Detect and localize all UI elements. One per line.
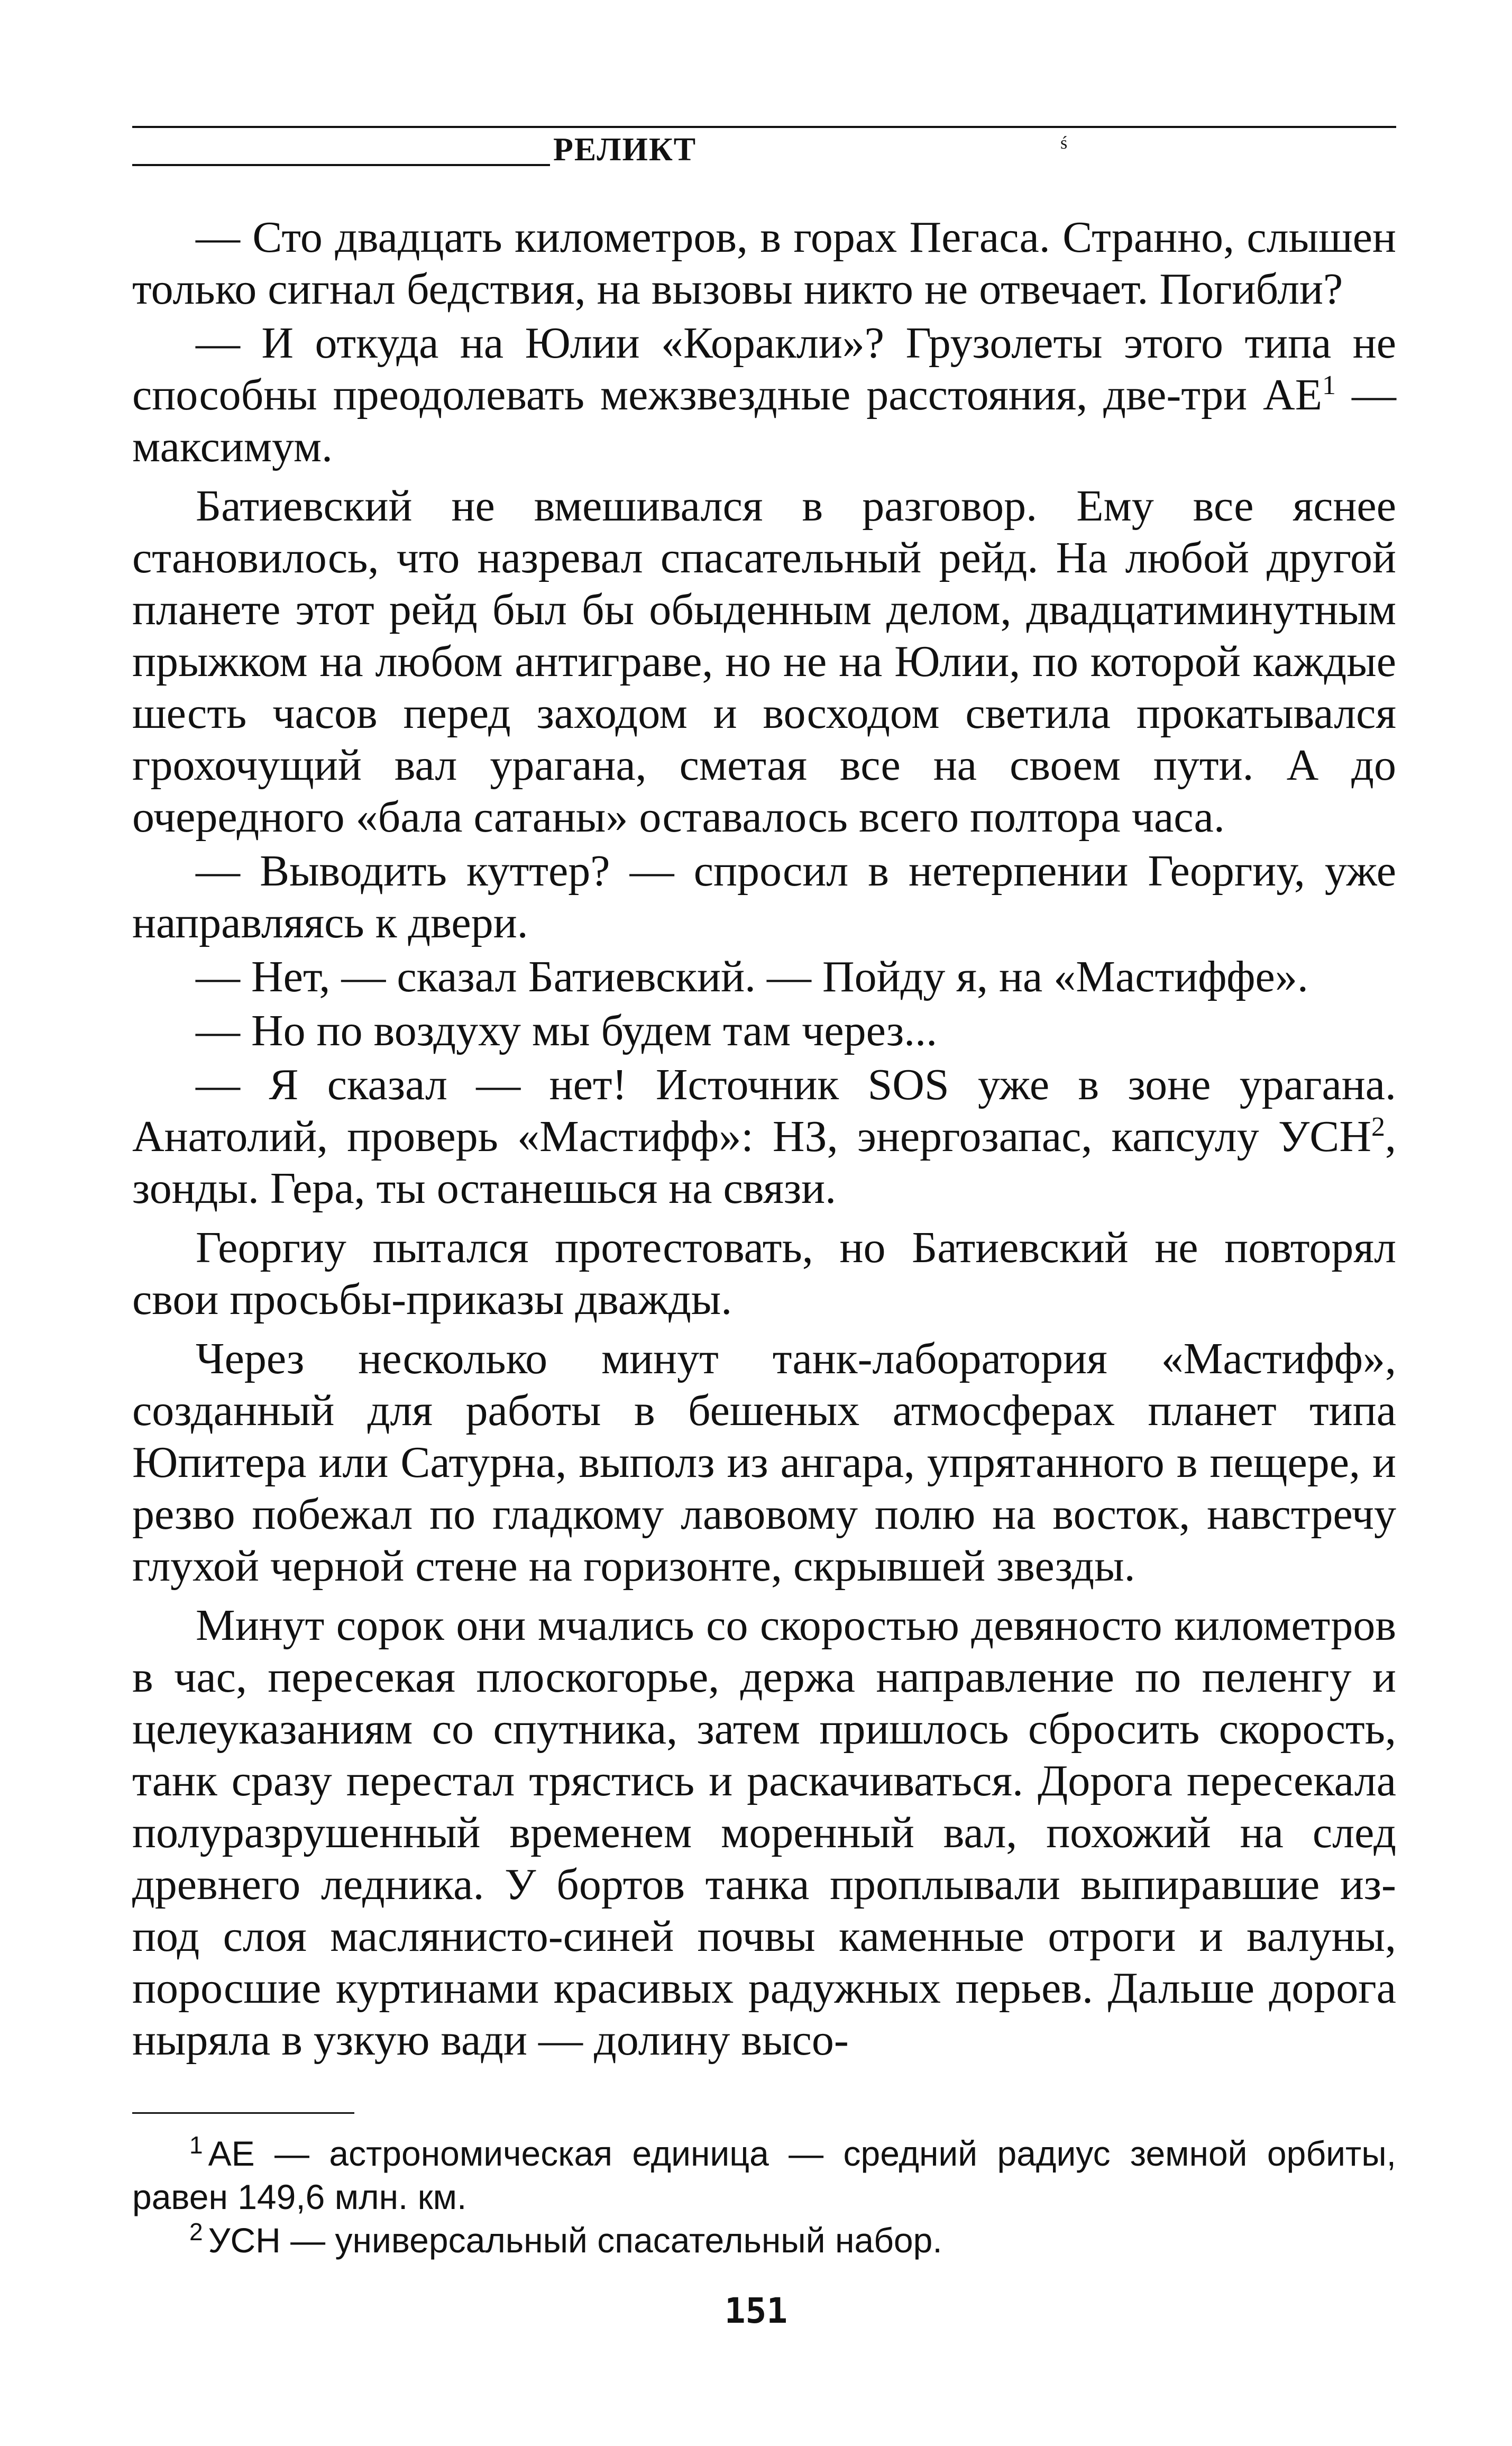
paragraph-text: — Но по воздуху мы будем там через...: [196, 1006, 938, 1055]
paragraph-10: [132, 1600, 1396, 2066]
paragraph-text-tail: , зонды. Гера, ты останешься на связи.: [132, 1112, 1396, 1213]
paragraph-1: [132, 212, 1396, 315]
footnote-ref: 2: [1371, 1112, 1385, 1142]
footnote-1: [132, 2132, 1396, 2219]
header-top-rule: [132, 126, 1396, 128]
paragraph-text: — Сто двадцать километров, в горах Пегаса. Странно, слышен только сигнал бедствия, на вызовы никто не отвечает. Погибли?: [132, 213, 1396, 314]
paragraph-text: Через несколько минут танк-лаборатория «Мастифф», созданный для работы в бешеных атмосферах планет типа Юпитера или Сатурна, выполз из ангара, упрятанного в пещере, и резво побежал по гладкому лавовому полю на восток, навстречу глухой черной стене на горизонте, скрывшей звезды.: [132, 1334, 1396, 1591]
footnote-rule: [132, 2112, 354, 2114]
footnote-number: 2: [189, 2218, 203, 2246]
paragraph-text-tail: — максимум.: [132, 370, 1397, 471]
paragraph-6: [132, 1005, 1396, 1057]
paragraph-text: — Выводить куттер? — спросил в нетерпении Георгиу, уже направляясь к двери.: [132, 846, 1396, 947]
paragraph-text: — Я сказал — нет! Источник SOS уже в зоне урагана. Анатолий, проверь «Мастифф»: НЗ, энергозапас, капсулу УСН: [132, 1060, 1396, 1161]
paragraph-text: — И откуда на Юлии «Коракли»? Грузолеты этого типа не способны преодолевать межзвездные расстояния, две-три АЕ: [132, 318, 1396, 419]
running-header: [132, 131, 1396, 174]
paragraph-text: Георгиу пытался протестовать, но Батиевский не повторял свои просьбы-приказы дважды.: [132, 1223, 1396, 1324]
footnote-ref: 1: [1322, 370, 1336, 400]
paragraph-3: [132, 480, 1396, 843]
paragraph-9: [132, 1333, 1396, 1592]
paragraph-text: — Нет, — сказал Батиевский. — Пойду я, на «Мастиффе».: [196, 952, 1308, 1001]
page-number: 151: [724, 2290, 788, 2331]
footnote-2: [132, 2219, 1396, 2262]
footnotes: [132, 2132, 1396, 2262]
paragraph-5: [132, 951, 1396, 1003]
paragraph-2: [132, 317, 1396, 473]
paragraph-text: Минут сорок они мчались со скоростью девяносто километров в час, пересекая плоскогорье, держа направление по пеленгу и целеуказаниям со спутника, затем пришлось сбросить скорость, танк сразу перестал трястись и раскачиваться. Дорога пересекала полуразрушенный временем моренный вал, похожий на след древнего ледника. У бортов танка проплывали выпиравшие из-под слоя маслянисто-синей почвы каменные отроги и валуны, поросшие куртинами красивых радужных перьев. Дальше дорога ныряла в узкую вади — долину высо-: [132, 1601, 1396, 2065]
footnote-text: УСН — универсальный спасательный набор.: [208, 2221, 942, 2260]
footnote-text: АЕ — астрономическая единица — средний радиус земной орбиты, равен 149,6 млн. км.: [132, 2134, 1396, 2216]
header-underline: [132, 164, 550, 166]
paragraph-7: [132, 1059, 1396, 1215]
paragraph-4: [132, 845, 1396, 949]
footnote-number: 1: [189, 2131, 203, 2159]
header-mark: ś: [1060, 133, 1068, 153]
paragraph-text: Батиевский не вмешивался в разговор. Ему все яснее становилось, что назревал спасательный рейд. На любой другой планете этот рейд был бы обыденным делом, двадцатиминутным прыжком на любом антиграве, но не на Юлии, по которой каждые шесть часов перед заходом и восходом светила прокатывался грохочущий вал урагана, сметая все на своем пути. А до очередного «бала сатаны» оставалось всего полтора часа.: [132, 481, 1396, 842]
paragraph-8: [132, 1222, 1396, 1326]
body-text: [132, 212, 1396, 2068]
running-head-title: РЕЛИКТ: [553, 132, 697, 168]
